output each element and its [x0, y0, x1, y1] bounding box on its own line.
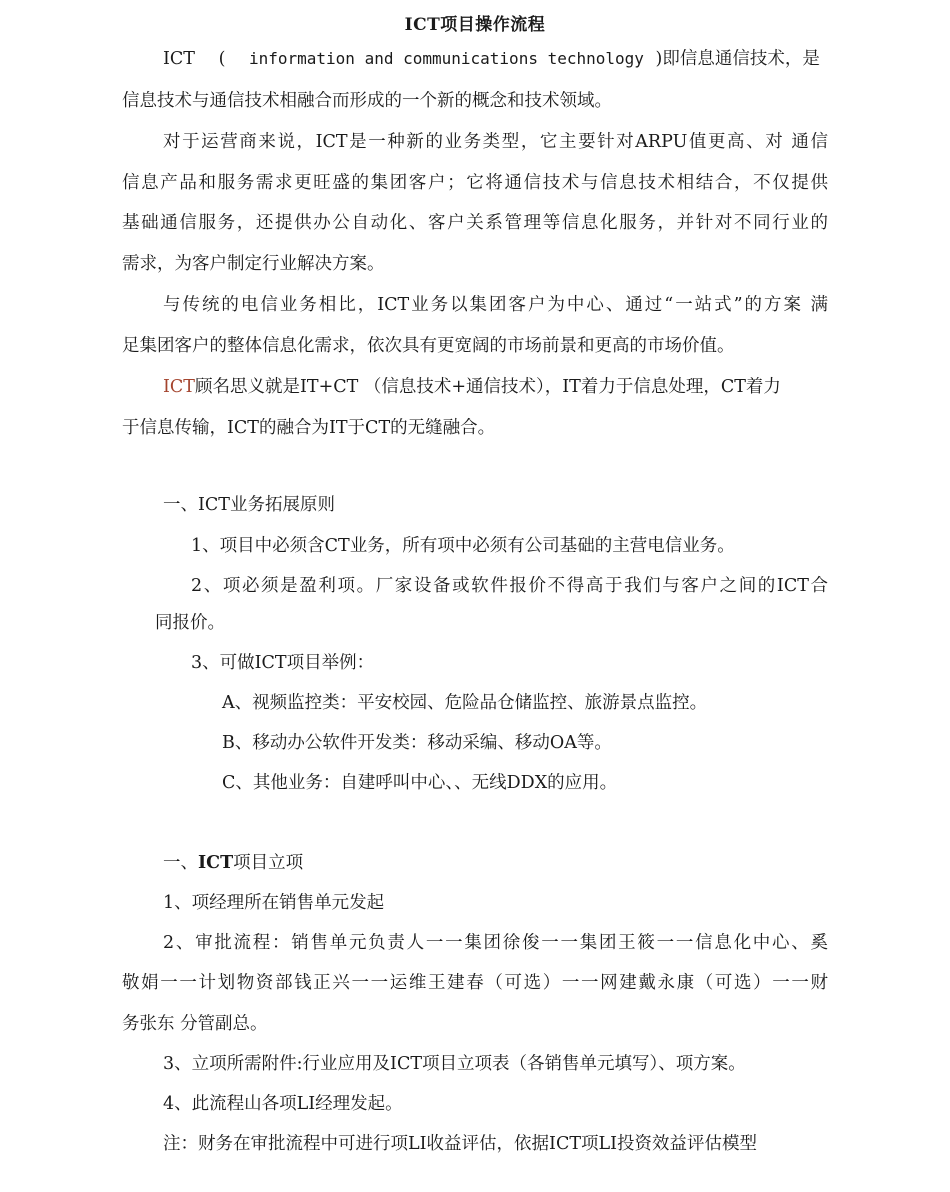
section1-sub-c: C、其他业务：自建呼叫中心、、无线DDX的应用。 [222, 773, 618, 793]
section1-heading: 一、ICT业务拓展原则 [163, 495, 335, 515]
document-title: ICT项目操作流程 [404, 15, 546, 35]
intro-ict-term: ICT [163, 49, 195, 69]
section2-heading-text: 项目立项 [233, 853, 304, 873]
section2-item-3: 3、立项所需附件:行业应用及ICT项目立项表（各销售单元填写）、项方案。 [163, 1054, 746, 1074]
section2-item-1: 1、项经理所在销售单元发起 [163, 893, 385, 913]
section2-item-2-line-1: 2、审批流程：销售单元负责人一一集团徐俊一一集团王筱一一信息化中心、奚 [163, 933, 828, 953]
intro-line-1 [163, 47, 820, 71]
section2-item-2-line-2: 敬娟一一计划物资部钱正兴一一运维王建春（可选）一一网建戴永康（可选）一一财 [122, 973, 828, 993]
para4-line-1 [163, 375, 781, 399]
section2-item-2-line-3: 务张东 分管副总。 [122, 1014, 268, 1034]
section1-item-1: 1、项目中必须含CT业务，所有项中必须有公司基础的主营电信业务。 [191, 536, 735, 556]
intro-line-1-tail: )即信息通信技术，是 [655, 49, 820, 69]
section2-note: 注：财务在审批流程中可进行项LI收益评估，依据ICT项LI投资效益评估模型 [163, 1134, 758, 1154]
para4-line-2: 于信息传输，ICT的融合为IT于CT的无缝融合。 [122, 418, 496, 438]
para2-line-3: 基础通信服务，还提供办公自动化、客户关系管理等信息化服务，并针对不同行业的 [122, 213, 828, 233]
para2-line-2: 信息产品和服务需求更旺盛的集团客户；它将通信技术与信息技术相结合，不仅提供 [122, 173, 828, 193]
intro-line-2: 信息技术与通信技术相融合而形成的一个新的概念和技术领域。 [122, 91, 612, 111]
section2-heading-prefix: 一、 [163, 853, 198, 873]
intro-english-term: information and communications technology [248, 49, 644, 68]
para2-line-4: 需求，为客户制定行业解决方案。 [122, 254, 385, 274]
section1-sub-b: B、移动办公软件开发类：移动采编、移动OA等。 [222, 733, 612, 753]
section2-item-4: 4、此流程山各项LI经理发起。 [163, 1094, 403, 1114]
section1-sub-a: A、视频监控类：平安校园、危险品仓储监控、旅游景点监控。 [222, 693, 708, 713]
section1-item-2-line-1: 2、项必须是盈利项。厂家设备或软件报价不得高于我们与客户之间的ICT合 [191, 576, 828, 596]
intro-open-paren: ( [218, 49, 226, 69]
section2-heading-ict: ICT [198, 853, 234, 873]
section1-item-3: 3、可做ICT项目举例： [191, 653, 375, 673]
section2-heading [163, 851, 303, 875]
para4-ict-highlight: ICT [163, 377, 195, 397]
para3-line-1: 与传统的电信业务相比，ICT业务以集团客户为中心、通过“一站式”的方案 满 [163, 295, 828, 315]
para2-line-1: 对于运营商来说，ICT是一种新的业务类型，它主要针对ARPU值更高、对 通信 [163, 132, 828, 152]
para4-line-1-text: 顾名思义就是IT+CT （信息技术+通信技术），IT着力于信息处理，CT着力 [194, 377, 781, 397]
para3-line-2: 足集团客户的整体信息化需求，依次具有更宽阔的市场前景和更高的市场价值。 [122, 336, 735, 356]
section1-item-2-line-2: 同报价。 [155, 613, 225, 633]
